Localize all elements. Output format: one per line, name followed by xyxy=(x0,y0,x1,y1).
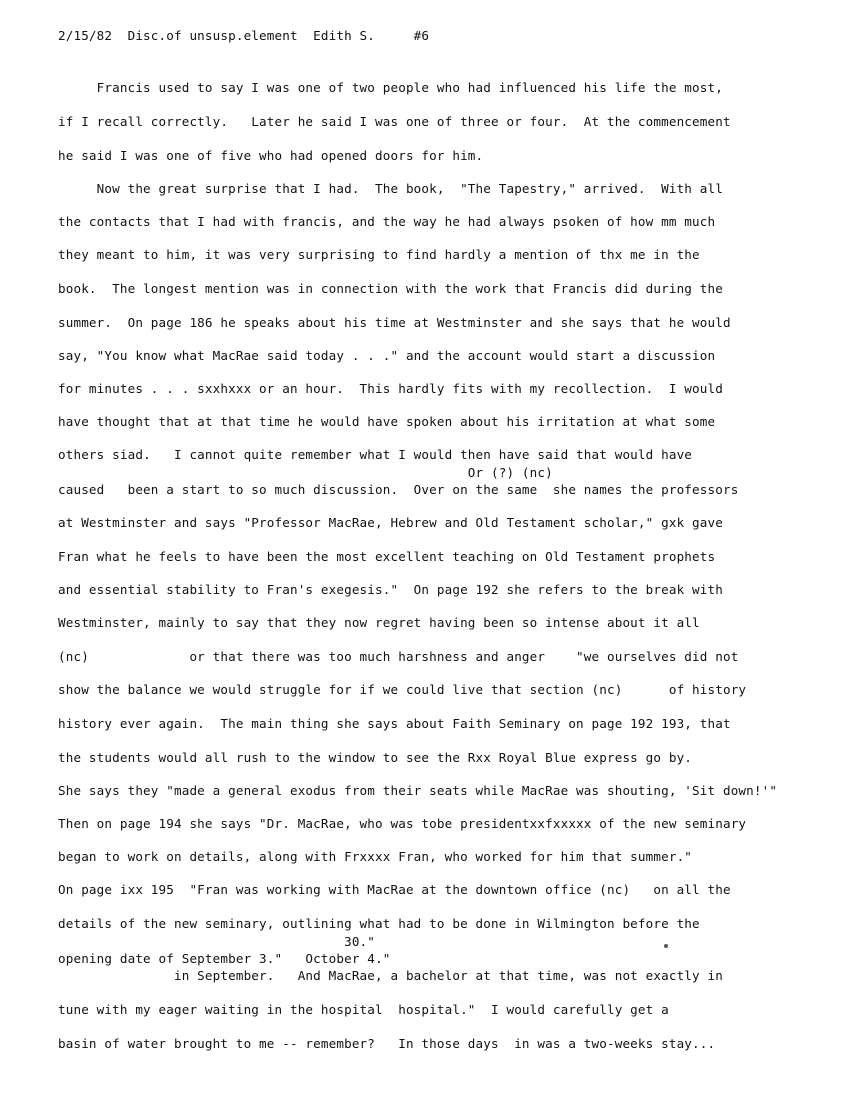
text-line: for minutes . . . sxxhxxx or an hour. This hardly fits with my recollection. I would xyxy=(58,381,723,396)
text-line: details of the new seminary, outlining what had to be done in Wilmington before the xyxy=(58,916,700,931)
text-line: the contacts that I had with francis, and the way he had always psoken of how mm much xyxy=(58,214,716,229)
text-line: Westminster, mainly to say that they now regret having been so intense about it all xyxy=(58,615,700,630)
text-line: in September. And MacRae, a bachelor at that time, was not exactly in xyxy=(58,968,723,983)
text-line: he said I was one of five who had opened doors for him. xyxy=(58,148,484,163)
text-line: show the balance we would struggle for if we could live that section (nc) of history xyxy=(58,682,747,697)
text-line: summer. On page 186 he speaks about his time at Westminster and she says that he would xyxy=(58,315,731,330)
text-line: history ever again. The main thing she says about Faith Seminary on page 192 193, that xyxy=(58,716,731,731)
ink-dot xyxy=(664,944,668,948)
text-line: On page ixx 195 "Fran was working with MacRae at the downtown office (nc) on all the xyxy=(58,882,731,897)
interlinear-note: Or (?) (nc) xyxy=(58,465,553,480)
text-line: the students would all rush to the window to see the Rxx Royal Blue express go by. xyxy=(58,750,693,765)
text-line: others siad. I cannot quite remember what I would then have said that would have xyxy=(58,447,693,462)
text-line: (nc) or that there was too much harshness and anger "we ourselves did not xyxy=(58,649,739,664)
text-line: say, "You know what MacRae said today . . ." and the account would start a discussion xyxy=(58,348,716,363)
text-line: Francis used to say I was one of two people who had influenced his life the most, xyxy=(58,80,723,95)
text-line: and essential stability to Fran's exegesis." On page 192 she refers to the break with xyxy=(58,582,723,597)
text-line: began to work on details, along with Frxxxx Fran, who worked for him that summer." xyxy=(58,849,693,864)
interlinear-note: 30." xyxy=(58,934,376,949)
text-line: Fran what he feels to have been the most excellent teaching on Old Testament prophets xyxy=(58,549,716,564)
text-line: they meant to him, it was very surprising to find hardly a mention of thx me in the xyxy=(58,247,700,262)
text-line: caused been a start to so much discussion. Over on the same she names the professors xyxy=(58,482,739,497)
text-line: opening date of September 3." October 4." xyxy=(58,951,391,966)
text-line: have thought that at that time he would have spoken about his irritation at what some xyxy=(58,414,716,429)
text-line: at Westminster and says "Professor MacRae, Hebrew and Old Testament scholar," gxk gave xyxy=(58,515,723,530)
page-header: 2/15/82 Disc.of unsusp.element Edith S. #6 xyxy=(58,28,430,43)
text-line: basin of water brought to me -- remember? In those days in was a two-weeks stay... xyxy=(58,1036,716,1051)
text-line: tune with my eager waiting in the hospital hospital." I would carefully get a xyxy=(58,1002,669,1017)
text-line: if I recall correctly. Later he said I was one of three or four. At the commencement xyxy=(58,114,731,129)
text-line: Then on page 194 she says "Dr. MacRae, who was tobe presidentxxfxxxxx of the new seminary xyxy=(58,816,747,831)
text-line: Now the great surprise that I had. The book, "The Tapestry," arrived. With all xyxy=(58,181,723,196)
text-line: book. The longest mention was in connection with the work that Francis did during the xyxy=(58,281,723,296)
text-line: She says they "made a general exodus from their seats while MacRae was shouting, 'Sit down!'" xyxy=(58,783,778,798)
